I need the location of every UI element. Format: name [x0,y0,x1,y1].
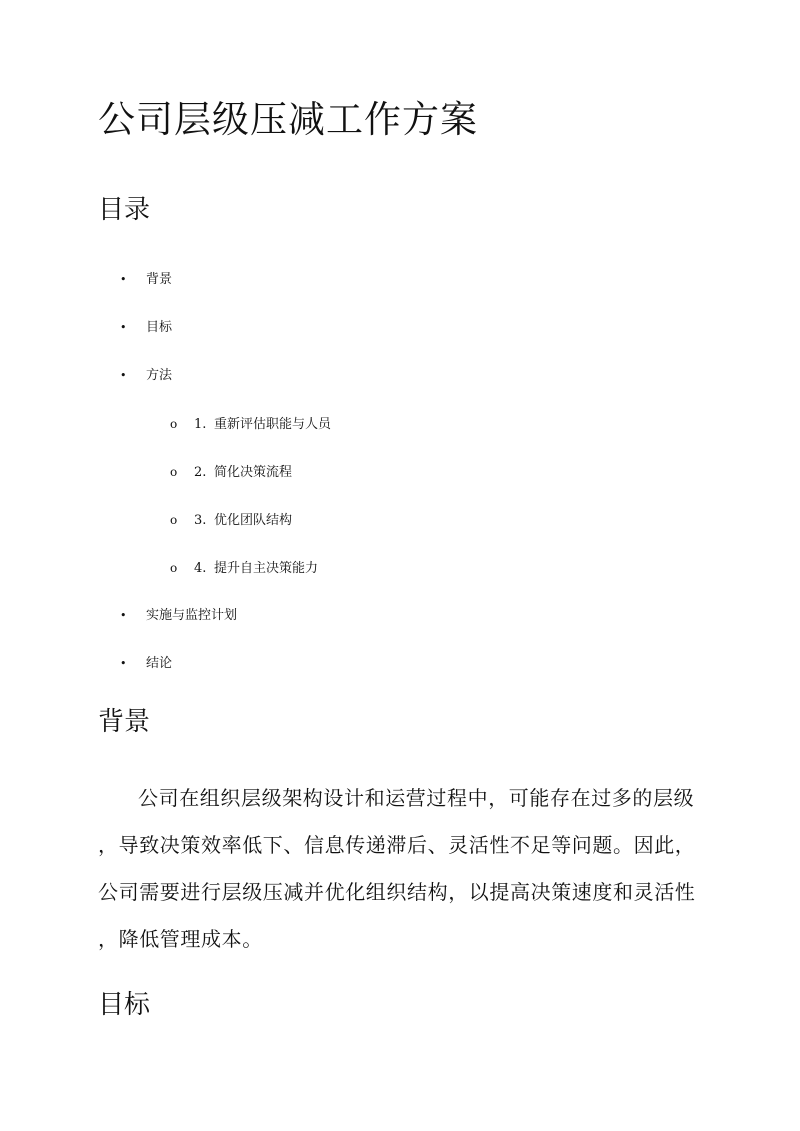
circle-bullet-icon: o [170,513,178,527]
document-title: 公司层级压减工作方案 [98,98,478,141]
item-number: 4. [194,561,207,576]
toc-item-label: 简化决策流程 [214,465,293,480]
bullet-icon: • [120,369,127,382]
toc-item-label: 目标 [146,320,173,335]
bullet-icon: • [120,273,127,286]
toc-item-label: 实施与监控计划 [146,608,238,623]
toc-subitem-empower[interactable] [170,559,318,578]
toc-item-label: 提升自主决策能力 [214,561,319,576]
circle-bullet-icon: o [170,465,178,479]
circle-bullet-icon: o [170,561,178,575]
item-number: 2. [194,465,207,480]
toc-item-label: 优化团队结构 [214,513,293,528]
item-number: 1. [194,417,207,432]
bullet-icon: • [120,609,127,622]
toc-item-label: 重新评估职能与人员 [214,417,332,432]
paragraph-line: 公司在组织层级架构设计和运营过程中，可能存在过多的层级 [138,786,695,810]
toc-item-background[interactable] [120,271,172,289]
goal-heading: 目标 [98,990,151,1020]
toc-item-implementation[interactable] [120,607,237,625]
bullet-icon: • [120,321,127,334]
background-heading: 背景 [98,707,151,737]
toc-subitem-simplify[interactable] [170,463,292,482]
circle-bullet-icon: o [170,417,178,431]
toc-item-method[interactable] [120,367,172,385]
bullet-icon: • [120,657,127,670]
toc-item-label: 结论 [146,656,173,671]
toc-item-goal[interactable] [120,319,172,337]
paragraph-line: ，降低管理成本。 [98,927,263,951]
toc-item-label: 背景 [146,272,173,287]
toc-subitem-optimize[interactable] [170,511,292,530]
paragraph-line: 公司需要进行层级压减并优化组织结构，以提高决策速度和灵活性 [98,880,696,904]
toc-heading: 目录 [98,195,151,225]
paragraph-line: ，导致决策效率低下、信息传递滞后、灵活性不足等问题。因此， [98,833,696,857]
item-number: 3. [194,513,207,528]
background-paragraph [98,775,710,963]
toc-item-conclusion[interactable] [120,655,172,673]
toc-item-label: 方法 [146,368,173,383]
toc-subitem-reassess[interactable] [170,415,331,434]
